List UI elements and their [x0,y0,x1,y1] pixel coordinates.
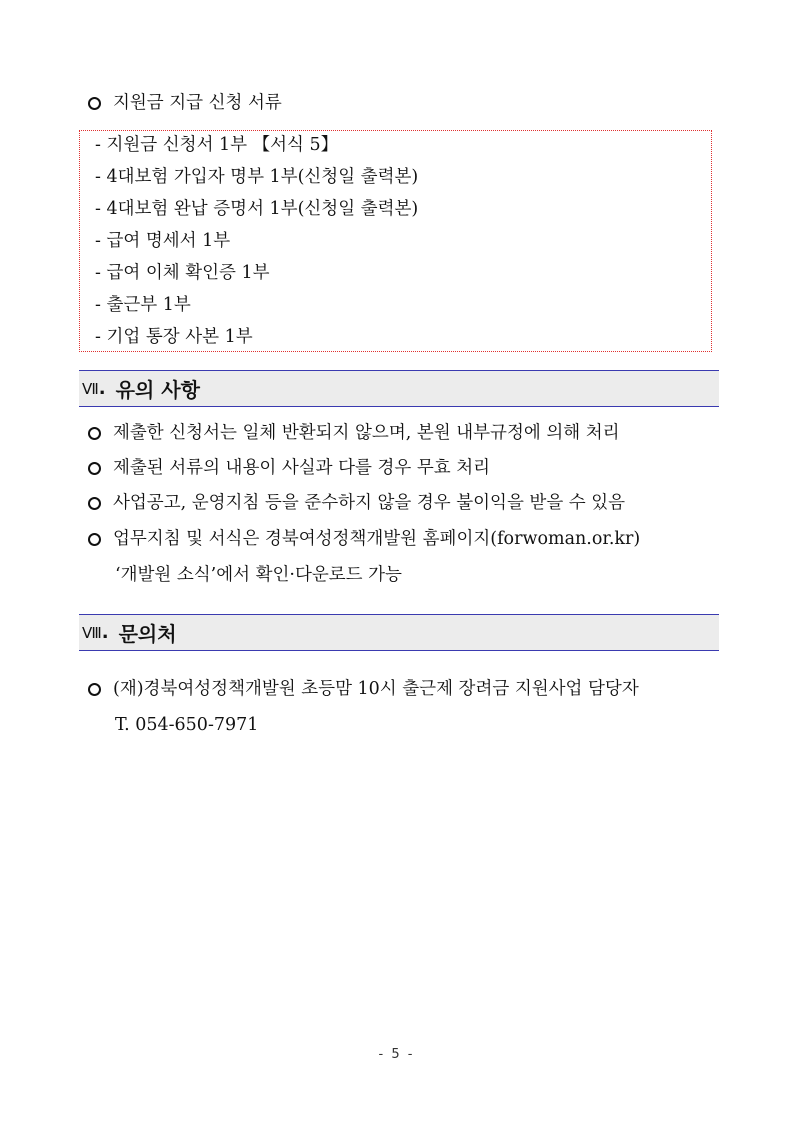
doc-item: - 4대보험 완납 증명서 1부(신청일 출력본) [95,199,419,219]
section-dot: . [98,378,106,399]
circle-bullet-icon [88,427,101,440]
section-dot: . [101,622,109,643]
section-header-contact [79,614,719,651]
section-title: 문의처 [118,622,177,646]
section-header-cautions [79,370,719,407]
circle-bullet-icon [88,97,101,110]
contact-item [88,677,639,701]
page-number: - 5 - [378,1047,415,1062]
caution-item-text: 제출한 신청서는 일체 반환되지 않으며, 본원 내부규정에 의해 처리 [113,423,620,443]
caution-item [88,527,640,551]
section-numeral: Ⅶ [82,379,99,398]
doc-item: - 급여 이체 확인증 1부 [95,263,270,283]
doc-item: - 기업 통장 사본 1부 [95,327,253,347]
contact-text: (재)경북여성정책개발원 초등맘 10시 출근제 장려금 지원사업 담당자 [113,679,639,699]
section-title: 유의 사항 [115,378,200,402]
caution-item-text: 사업공고, 운영지침 등을 준수하지 않을 경우 불이익을 받을 수 있음 [113,493,626,513]
submission-docs-heading-text: 지원금 지급 신청 서류 [113,93,282,113]
caution-item [88,421,620,445]
circle-bullet-icon [88,683,101,696]
circle-bullet-icon [88,462,101,475]
caution-item-text: 제출된 서류의 내용이 사실과 다를 경우 무효 처리 [113,458,491,478]
circle-bullet-icon [88,533,101,546]
caution-item-continuation: ‘개발원 소식’에서 확인·다운로드 가능 [115,565,402,585]
circle-bullet-icon [88,497,101,510]
caution-item [88,491,625,515]
contact-phone: T. 054-650-7971 [115,715,259,735]
caution-item [88,456,490,480]
caution-item-text: 업무지침 및 서식은 경북여성정책개발원 홈페이지(forwoman.or.kr) [113,529,641,549]
doc-item: - 출근부 1부 [95,295,191,315]
doc-item: - 급여 명세서 1부 [95,231,231,251]
doc-item: - 지원금 신청서 1부 【서식 5】 [95,135,339,155]
doc-item: - 4대보험 가입자 명부 1부(신청일 출력본) [95,167,419,187]
submission-docs-heading [88,91,282,115]
section-numeral: Ⅷ [82,623,102,642]
